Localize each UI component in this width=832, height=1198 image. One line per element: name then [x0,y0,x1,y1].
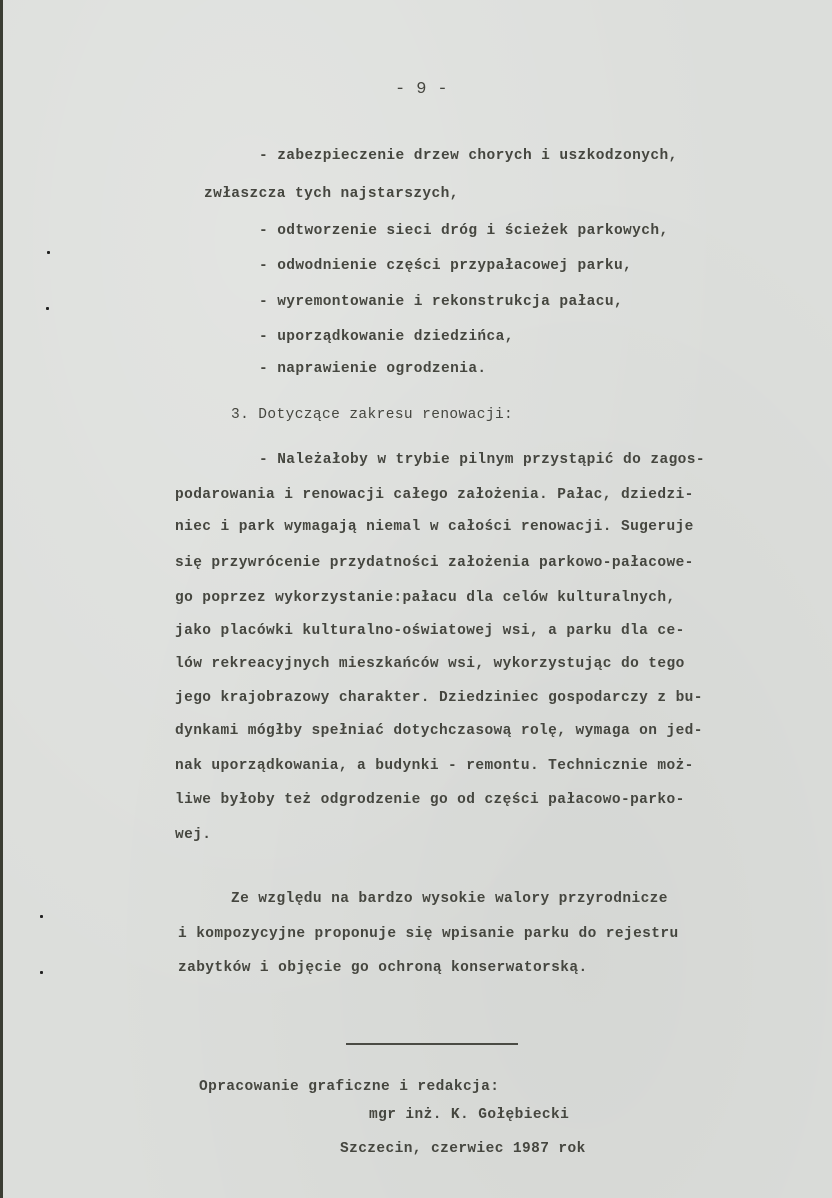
paragraph-line: dynkami mógłby spełniać dotychczasową rolę, wymaga on jed- [175,723,703,739]
list-item: - uporządkowanie dziedzińca, [259,329,514,345]
separator-rule [346,1043,518,1045]
conclusion-line: i kompozycyjne proponuje się wpisanie parku do rejestru [178,926,679,942]
scan-mark [40,915,43,918]
scan-mark [46,307,49,310]
paragraph-line: lów rekreacyjnych mieszkańców wsi, wykorzystując do tego [175,656,685,672]
paragraph-line: się przywrócenie przydatności założenia parkowo-pałacowe- [175,555,694,571]
paragraph-line: nak uporządkowania, a budynki - remontu. Technicznie moż- [175,758,694,774]
place-date: Szczecin, czerwiec 1987 rok [340,1141,586,1157]
conclusion-line: zabytków i objęcie go ochroną konserwatorską. [178,960,588,976]
list-item: - naprawienie ogrodzenia. [259,361,487,377]
list-item: - odwodnienie części przypałacowej parku, [259,258,633,274]
page-number: - 9 - [395,80,449,99]
paragraph-line: - Należałoby w trybie pilnym przystąpić do zagos- [259,452,705,468]
paragraph-line: niec i park wymagają niemal w całości renowacji. Sugeruje [175,519,694,535]
list-item: zwłaszcza tych najstarszych, [204,186,459,202]
credit-label: Opracowanie graficzne i redakcja: [199,1079,500,1095]
scan-mark [40,971,43,974]
list-item: - wyremontowanie i rekonstrukcja pałacu, [259,294,624,310]
paragraph-line: go poprzez wykorzystanie:pałacu dla celów kulturalnych, [175,590,676,606]
section-heading: 3. Dotyczące zakresu renowacji: [231,407,514,423]
list-item: - odtworzenie sieci dróg i ścieżek parkowych, [259,223,669,239]
list-item: - zabezpieczenie drzew chorych i uszkodzonych, [259,148,678,164]
paragraph-line: wej. [175,827,212,843]
paragraph-line: liwe byłoby też odgrodzenie go od części pałacowo-parko- [175,792,685,808]
paragraph-line: jego krajobrazowy charakter. Dziedziniec gospodarczy z bu- [175,690,703,706]
author-name: mgr inż. K. Gołębiecki [369,1107,570,1123]
paragraph-line: podarowania i renowacji całego założenia. Pałac, dziedzi- [175,487,694,503]
paragraph-line: jako placówki kulturalno-oświatowej wsi, a parku dla ce- [175,623,685,639]
scan-mark [47,251,50,254]
conclusion-line: Ze względu na bardzo wysokie walory przyrodnicze [231,891,668,907]
